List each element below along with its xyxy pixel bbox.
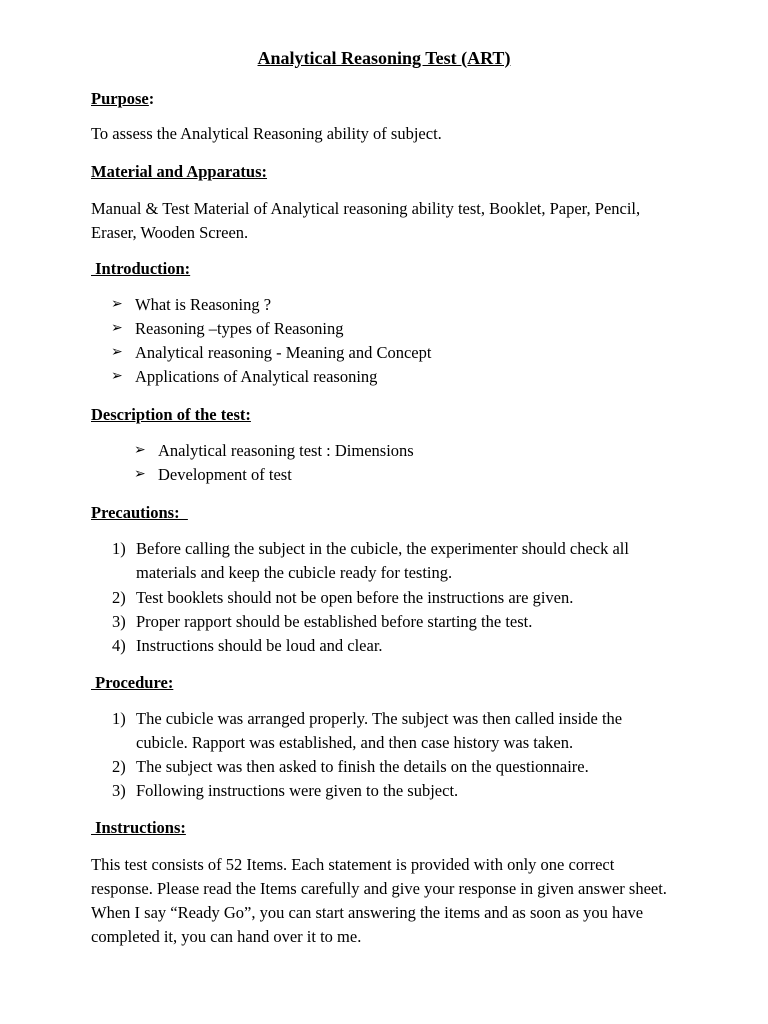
item-number: 4)	[112, 636, 126, 655]
introduction-item	[111, 294, 272, 316]
description-item-text: Development of test	[158, 465, 292, 484]
precaution-item	[112, 537, 666, 585]
arrow-bullet-icon: ➢	[111, 297, 123, 312]
precaution-item-text: Proper rapport should be established before starting the test.	[136, 612, 533, 631]
instructions-text: This test consists of 52 Items. Each statement is provided with only one correct response. Please read the Items carefully and give your response in given answer sheet. When I say “Ready Go”, you can start answering the items and as soon as you have completed it, you can hand over it to me.	[91, 855, 667, 946]
procedure-item-text: The cubicle was arranged properly. The subject was then called inside the cubicle. Rapport was established, and then case history was taken.	[136, 709, 623, 752]
item-number: 3)	[112, 612, 126, 631]
procedure-item	[112, 755, 666, 779]
arrow-bullet-icon: ➢	[111, 321, 123, 336]
description-item	[134, 464, 292, 486]
introduction-heading: Introduction:	[91, 259, 191, 278]
procedure-item-text: The subject was then asked to finish the details on the questionnaire.	[136, 757, 589, 776]
arrow-bullet-icon: ➢	[111, 369, 123, 384]
precaution-item-text: Test booklets should not be open before the instructions are given.	[136, 588, 574, 607]
description-item-text: Analytical reasoning test : Dimensions	[158, 441, 414, 460]
arrow-bullet-icon: ➢	[111, 345, 123, 360]
item-number: 1)	[112, 709, 126, 728]
item-number: 2)	[112, 588, 126, 607]
introduction-item-text: What is Reasoning ?	[135, 295, 272, 314]
introduction-item	[111, 366, 378, 388]
introduction-item-text: Applications of Analytical reasoning	[135, 367, 378, 386]
precaution-item-text: Before calling the subject in the cubicle, the experimenter should check all materials and keep the cubicle ready for testing.	[136, 539, 629, 582]
procedure-heading: Procedure:	[91, 673, 174, 692]
arrow-bullet-icon: ➢	[134, 443, 146, 458]
material-heading: Material and Apparatus:	[91, 162, 268, 181]
precaution-item	[112, 610, 666, 634]
description-heading: Description of the test:	[91, 405, 251, 424]
item-number: 2)	[112, 757, 126, 776]
introduction-item-text: Reasoning –types of Reasoning	[135, 319, 344, 338]
precautions-heading: Precautions:	[91, 503, 188, 522]
introduction-item-text: Analytical reasoning - Meaning and Concept	[135, 343, 432, 362]
procedure-item	[112, 707, 666, 755]
document-title: Analytical Reasoning Test (ART)	[257, 48, 511, 68]
precaution-item	[112, 586, 666, 610]
material-text: Manual & Test Material of Analytical reasoning ability test, Booklet, Paper, Pencil, Eraser, Wooden Screen.	[91, 199, 641, 242]
purpose-heading	[91, 88, 154, 110]
purpose-heading-label: Purpose	[91, 89, 149, 108]
precaution-item-text: Instructions should be loud and clear.	[136, 636, 383, 655]
item-number: 3)	[112, 781, 126, 800]
purpose-heading-colon: :	[148, 89, 155, 108]
instructions-heading: Instructions:	[91, 818, 186, 837]
item-number: 1)	[112, 539, 126, 558]
procedure-item	[112, 779, 666, 803]
description-item	[134, 440, 414, 462]
purpose-text: To assess the Analytical Reasoning ability of subject.	[91, 124, 442, 143]
introduction-item	[111, 318, 344, 340]
procedure-item-text: Following instructions were given to the subject.	[136, 781, 459, 800]
introduction-item	[111, 342, 432, 364]
precaution-item	[112, 634, 666, 658]
arrow-bullet-icon: ➢	[134, 467, 146, 482]
